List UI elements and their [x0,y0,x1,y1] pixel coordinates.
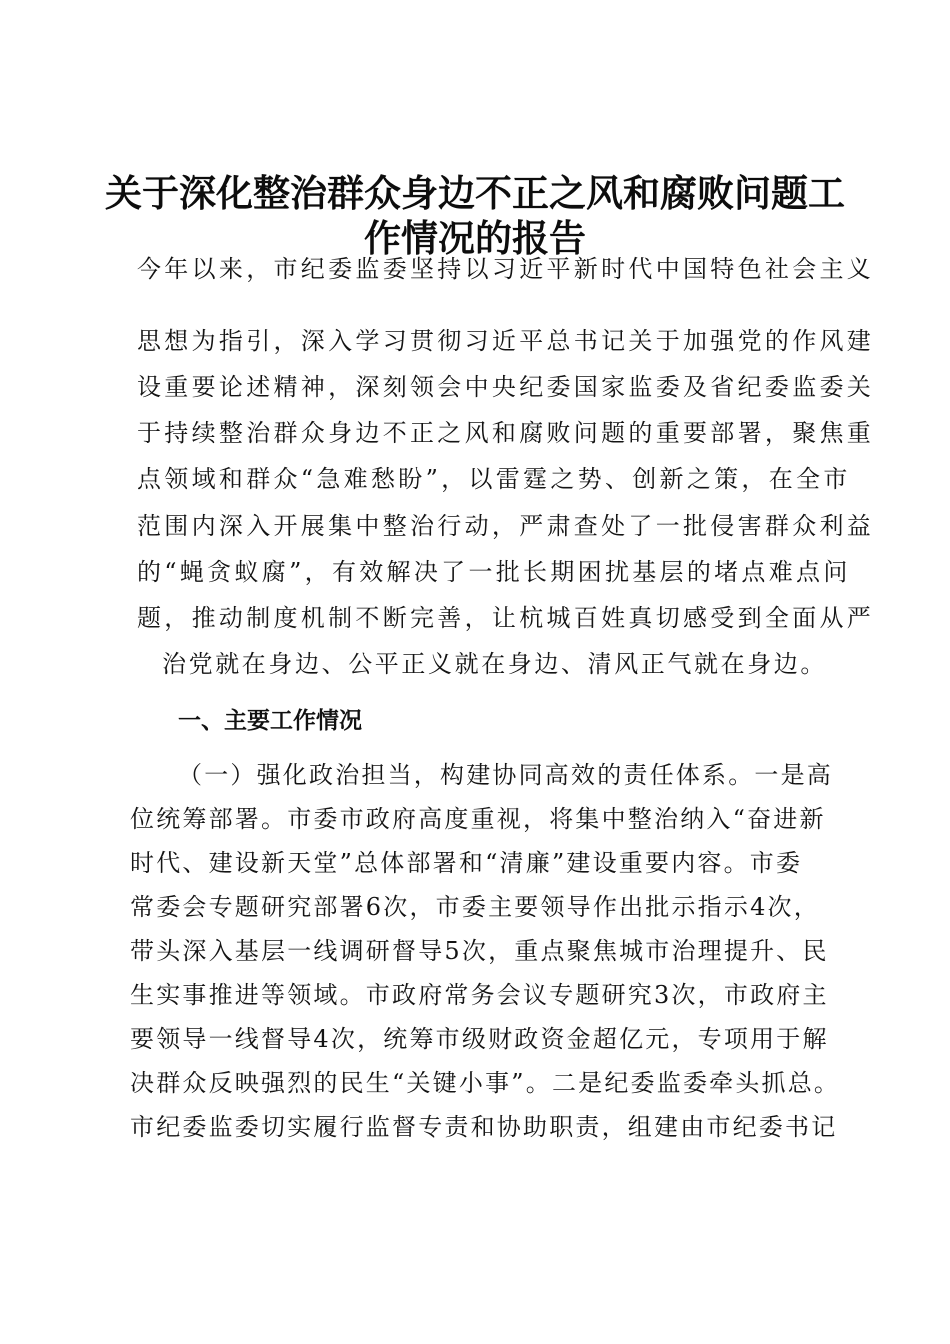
body-line-3: 时代、建设新天堂”总体部署和“清廉”建设重要内容。市委 [130,849,803,877]
document-title-line-1: 关于深化整治群众身边不正之风和腐败问题工 [105,171,845,215]
intro-line-7: 的“蝇贪蚁腐”，有效解决了一批长期困扰基层的堵点难点问 [137,558,851,586]
document-title-line-2: 作情况的报告 [364,216,586,260]
intro-line-1: 今年以来，市纪委监委坚持以习近平新时代中国特色社会主义 [137,255,875,283]
body-line-1: （一）强化政治担当，构建协同高效的责任体系。一是高 [178,761,833,789]
intro-line-2: 思想为指引，深入学习贯彻习近平总书记关于加强党的作风建 [137,327,875,355]
body-line-9: 市纪委监委切实履行监督专责和协助职责，组建由市纪委书记 [130,1113,838,1141]
intro-line-6: 范围内深入开展集中整治行动，严肃查处了一批侵害群众利益 [137,512,875,540]
body-line-8: 决群众反映强烈的民生“关键小事”。二是纪委监委牵头抓总。 [130,1069,841,1097]
section-heading: 一、主要工作情况 [178,708,362,734]
body-line-7: 要领导一线督导4次，统筹市级财政资金超亿元，专项用于解 [130,1025,829,1053]
body-line-2: 位统筹部署。市委市政府高度重视，将集中整治纳入“奋进新 [130,805,826,833]
intro-line-9: 治党就在身边、公平正义就在身边、清风正气就在身边。 [162,650,827,678]
intro-line-5: 点领域和群众“急难愁盼”，以雷霆之势、创新之策，在全市 [137,465,851,493]
body-line-4: 常委会专题研究部署6次，市委主要领导作出批示指示4次， [130,893,820,921]
intro-line-4: 于持续整治群众身边不正之风和腐败问题的重要部署，聚焦重 [137,419,875,447]
intro-line-3: 设重要论述精神，深刻领会中央纪委国家监委及省纪委监委关 [137,373,875,401]
intro-line-8: 题，推动制度机制不断完善，让杭城百姓真切感受到全面从严 [137,604,875,632]
body-line-5: 带头深入基层一线调研督导5次，重点聚焦城市治理提升、民 [130,937,829,965]
body-line-6: 生实事推进等领域。市政府常务会议专题研究3次，市政府主 [130,981,829,1009]
